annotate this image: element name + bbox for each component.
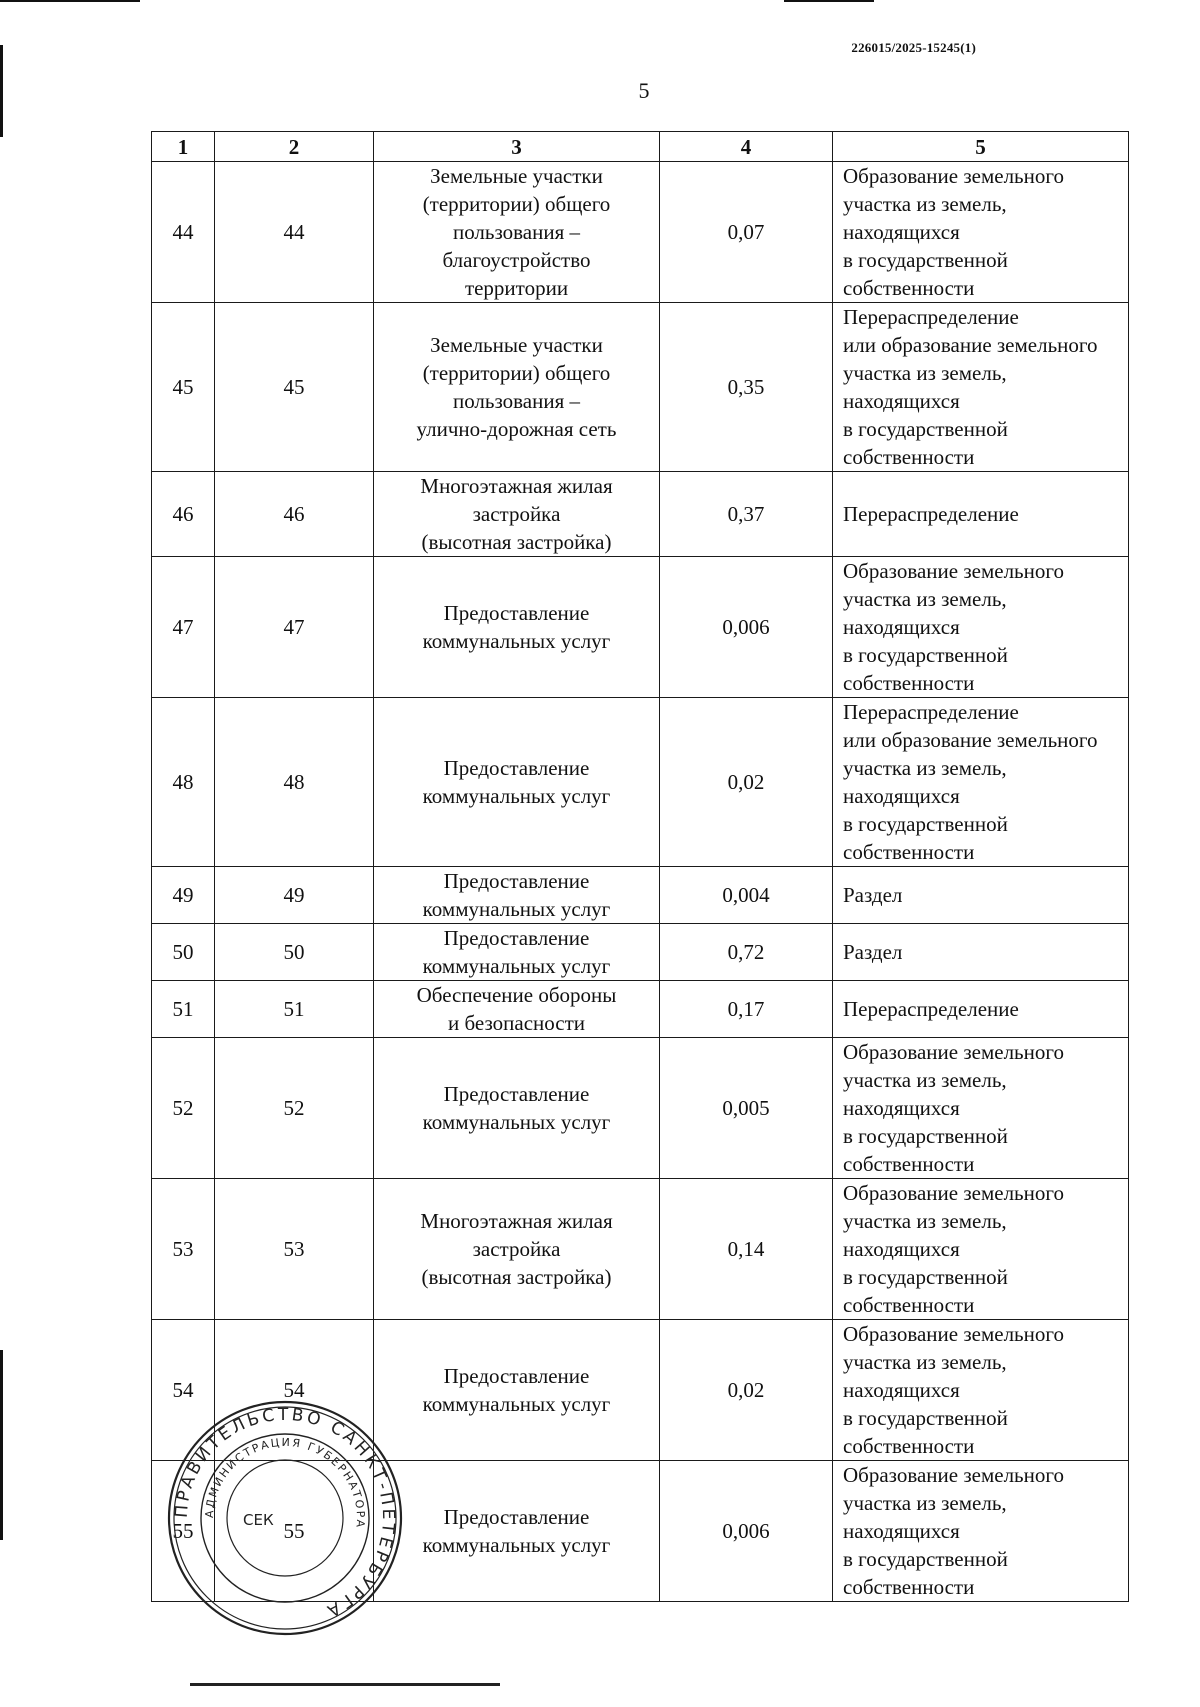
permitted-use-line: территории — [464, 276, 569, 300]
permitted-use-line: Предоставление — [443, 1364, 590, 1388]
permitted-use-line: коммунальных услуг — [422, 954, 611, 978]
permitted-use-line: (высотная застройка) — [421, 530, 612, 554]
table-row — [152, 303, 1129, 472]
permitted-use-line: пользования – — [452, 220, 581, 244]
formation-method-line: Образование земельного — [843, 1181, 1064, 1205]
row-number-cell: 53 — [152, 1179, 215, 1320]
header-col-4: 4 — [660, 132, 833, 162]
plot-number-cell: 54 — [215, 1320, 374, 1461]
permitted-use-cell — [374, 557, 660, 698]
permitted-use-cell — [374, 472, 660, 557]
formation-method-line: в государственной — [843, 248, 1008, 272]
formation-method-cell — [833, 162, 1129, 303]
permitted-use-line: Обеспечение обороны — [416, 983, 617, 1007]
permitted-use-line: (территории) общего — [422, 192, 611, 216]
formation-method-line: собственности — [843, 1152, 975, 1176]
area-value-cell: 0,17 — [660, 981, 833, 1038]
formation-method-line: или образование земельного — [843, 728, 1098, 752]
formation-method-cell — [833, 867, 1129, 924]
area-value-cell: 0,006 — [660, 1461, 833, 1602]
formation-method-line: участка из земель, — [843, 192, 1007, 216]
area-value-cell: 0,35 — [660, 303, 833, 472]
table-row — [152, 981, 1129, 1038]
permitted-use-cell — [374, 1038, 660, 1179]
row-number-cell: 44 — [152, 162, 215, 303]
table-row — [152, 698, 1129, 867]
land-plots-table — [151, 131, 1129, 1602]
formation-method-line: Образование земельного — [843, 1463, 1064, 1487]
permitted-use-line: пользования – — [452, 389, 581, 413]
formation-method-line: собственности — [843, 840, 975, 864]
permitted-use-line: Земельные участки — [430, 333, 603, 357]
formation-method-cell — [833, 698, 1129, 867]
permitted-use-cell — [374, 1461, 660, 1602]
area-value-cell: 0,004 — [660, 867, 833, 924]
header-col-1: 1 — [152, 132, 215, 162]
formation-method-line: участка из земель, — [843, 1350, 1007, 1374]
row-number-cell: 48 — [152, 698, 215, 867]
row-number-cell: 52 — [152, 1038, 215, 1179]
plot-number-cell: 49 — [215, 867, 374, 924]
formation-method-line: Образование земельного — [843, 1040, 1064, 1064]
permitted-use-cell — [374, 698, 660, 867]
formation-method-line: Перераспределение — [843, 305, 1019, 329]
row-number-cell: 47 — [152, 557, 215, 698]
permitted-use-line: Предоставление — [443, 756, 590, 780]
permitted-use-line: Земельные участки — [430, 164, 603, 188]
permitted-use-line: (высотная застройка) — [421, 1265, 612, 1289]
scan-mark-top-left — [0, 0, 140, 2]
permitted-use-cell — [374, 867, 660, 924]
area-value-cell: 0,005 — [660, 1038, 833, 1179]
formation-method-line: Образование земельного — [843, 1322, 1064, 1346]
table-header-row — [152, 132, 1129, 162]
formation-method-line: Раздел — [843, 883, 903, 907]
plot-number-cell: 46 — [215, 472, 374, 557]
plot-number-cell: 44 — [215, 162, 374, 303]
permitted-use-line: Предоставление — [443, 601, 590, 625]
formation-method-line: находящихся — [843, 1378, 960, 1402]
formation-method-line: собственности — [843, 1575, 975, 1599]
formation-method-line: находящихся — [843, 784, 960, 808]
permitted-use-cell — [374, 981, 660, 1038]
row-number-cell: 55 — [152, 1461, 215, 1602]
permitted-use-line: застройка — [472, 502, 561, 526]
header-col-3: 3 — [374, 132, 660, 162]
permitted-use-line: коммунальных услуг — [422, 784, 611, 808]
formation-method-cell — [833, 472, 1129, 557]
permitted-use-line: благоустройство — [442, 248, 591, 272]
formation-method-line: участка из земель, — [843, 1491, 1007, 1515]
permitted-use-line: Предоставление — [443, 869, 590, 893]
formation-method-line: Перераспределение — [843, 997, 1019, 1021]
table-row — [152, 162, 1129, 303]
permitted-use-cell — [374, 162, 660, 303]
permitted-use-line: (территории) общего — [422, 361, 611, 385]
area-value-cell: 0,07 — [660, 162, 833, 303]
formation-method-cell — [833, 924, 1129, 981]
scan-mark-top-right — [784, 0, 874, 2]
formation-method-line: в государственной — [843, 1265, 1008, 1289]
permitted-use-line: коммунальных услуг — [422, 629, 611, 653]
table-row — [152, 472, 1129, 557]
formation-method-line: участка из земель, — [843, 756, 1007, 780]
formation-method-line: Образование земельного — [843, 164, 1064, 188]
formation-method-line: собственности — [843, 1434, 975, 1458]
area-value-cell: 0,72 — [660, 924, 833, 981]
area-value-cell: 0,02 — [660, 698, 833, 867]
seal-middle-ring — [201, 1434, 369, 1602]
row-number-cell: 49 — [152, 867, 215, 924]
row-number-cell: 46 — [152, 472, 215, 557]
formation-method-line: участка из земель, — [843, 587, 1007, 611]
row-number-cell: 45 — [152, 303, 215, 472]
header-col-2: 2 — [215, 132, 374, 162]
table-row — [152, 1038, 1129, 1179]
formation-method-line: в государственной — [843, 812, 1008, 836]
plot-number-cell: 47 — [215, 557, 374, 698]
permitted-use-line: Многоэтажная жилая — [420, 1209, 613, 1233]
area-value-cell: 0,37 — [660, 472, 833, 557]
row-number-cell: 54 — [152, 1320, 215, 1461]
seal-center-text: СЕК — [243, 1511, 274, 1529]
plot-number-cell: 45 — [215, 303, 374, 472]
table-row — [152, 557, 1129, 698]
formation-method-line: участка из земель, — [843, 1209, 1007, 1233]
table-body — [152, 162, 1129, 1602]
formation-method-line: или образование земельного — [843, 333, 1098, 357]
formation-method-cell — [833, 1320, 1129, 1461]
table-row — [152, 867, 1129, 924]
permitted-use-line: коммунальных услуг — [422, 1533, 611, 1557]
permitted-use-line: и безопасности — [447, 1011, 586, 1035]
plot-number-cell: 50 — [215, 924, 374, 981]
permitted-use-line: коммунальных услуг — [422, 897, 611, 921]
formation-method-cell — [833, 981, 1129, 1038]
formation-method-line: участка из земель, — [843, 361, 1007, 385]
row-number-cell: 50 — [152, 924, 215, 981]
page-number: 5 — [638, 78, 650, 103]
permitted-use-line: Предоставление — [443, 1505, 590, 1529]
header-col-5: 5 — [833, 132, 1129, 162]
permitted-use-line: коммунальных услуг — [422, 1392, 611, 1416]
seal-inner-text: АДМИНИСТРАЦИЯ ГУБЕРНАТОРА — [202, 1435, 368, 1530]
formation-method-line: в государственной — [843, 1124, 1008, 1148]
permitted-use-cell — [374, 303, 660, 472]
formation-method-line: собственности — [843, 276, 975, 300]
formation-method-line: в государственной — [843, 417, 1008, 441]
formation-method-line: находящихся — [843, 1237, 960, 1261]
row-number-cell: 51 — [152, 981, 215, 1038]
plot-number-cell: 51 — [215, 981, 374, 1038]
formation-method-line: Перераспределение — [843, 700, 1019, 724]
table-row — [152, 1179, 1129, 1320]
permitted-use-cell — [374, 924, 660, 981]
formation-method-cell — [833, 303, 1129, 472]
formation-method-line: Раздел — [843, 940, 903, 964]
permitted-use-line: Предоставление — [443, 1082, 590, 1106]
plot-number-cell: 55 — [215, 1461, 374, 1602]
formation-method-line: находящихся — [843, 1519, 960, 1543]
scan-mark-left-bottom — [0, 1350, 3, 1540]
permitted-use-cell — [374, 1320, 660, 1461]
plot-number-cell: 52 — [215, 1038, 374, 1179]
formation-method-cell — [833, 1179, 1129, 1320]
official-seal — [165, 1398, 405, 1638]
area-value-cell: 0,02 — [660, 1320, 833, 1461]
formation-method-line: собственности — [843, 445, 975, 469]
formation-method-line: Перераспределение — [843, 502, 1019, 526]
formation-method-line: находящихся — [843, 220, 960, 244]
plot-number-cell: 53 — [215, 1179, 374, 1320]
document-id: 226015/2025-15245(1) — [851, 40, 976, 55]
formation-method-cell — [833, 1461, 1129, 1602]
area-value-cell: 0,006 — [660, 557, 833, 698]
plot-number-cell: 48 — [215, 698, 374, 867]
permitted-use-line: застройка — [472, 1237, 561, 1261]
formation-method-line: в государственной — [843, 643, 1008, 667]
bottom-rule — [190, 1683, 500, 1686]
formation-method-line: находящихся — [843, 1096, 960, 1120]
permitted-use-line: Многоэтажная жилая — [420, 474, 613, 498]
permitted-use-line: коммунальных услуг — [422, 1110, 611, 1134]
permitted-use-line: улично-дорожная сеть — [416, 417, 617, 441]
permitted-use-cell — [374, 1179, 660, 1320]
formation-method-line: собственности — [843, 1293, 975, 1317]
formation-method-line: участка из земель, — [843, 1068, 1007, 1092]
formation-method-cell — [833, 1038, 1129, 1179]
formation-method-line: Образование земельного — [843, 559, 1064, 583]
formation-method-line: в государственной — [843, 1547, 1008, 1571]
formation-method-line: собственности — [843, 671, 975, 695]
permitted-use-line: Предоставление — [443, 926, 590, 950]
area-value-cell: 0,14 — [660, 1179, 833, 1320]
formation-method-cell — [833, 557, 1129, 698]
seal-outer-text: ПРАВИТЕЛЬСТВО САНКТ-ПЕТЕРБУРГА — [171, 1404, 399, 1622]
table-row — [152, 924, 1129, 981]
formation-method-line: находящихся — [843, 615, 960, 639]
formation-method-line: находящихся — [843, 389, 960, 413]
formation-method-line: в государственной — [843, 1406, 1008, 1430]
